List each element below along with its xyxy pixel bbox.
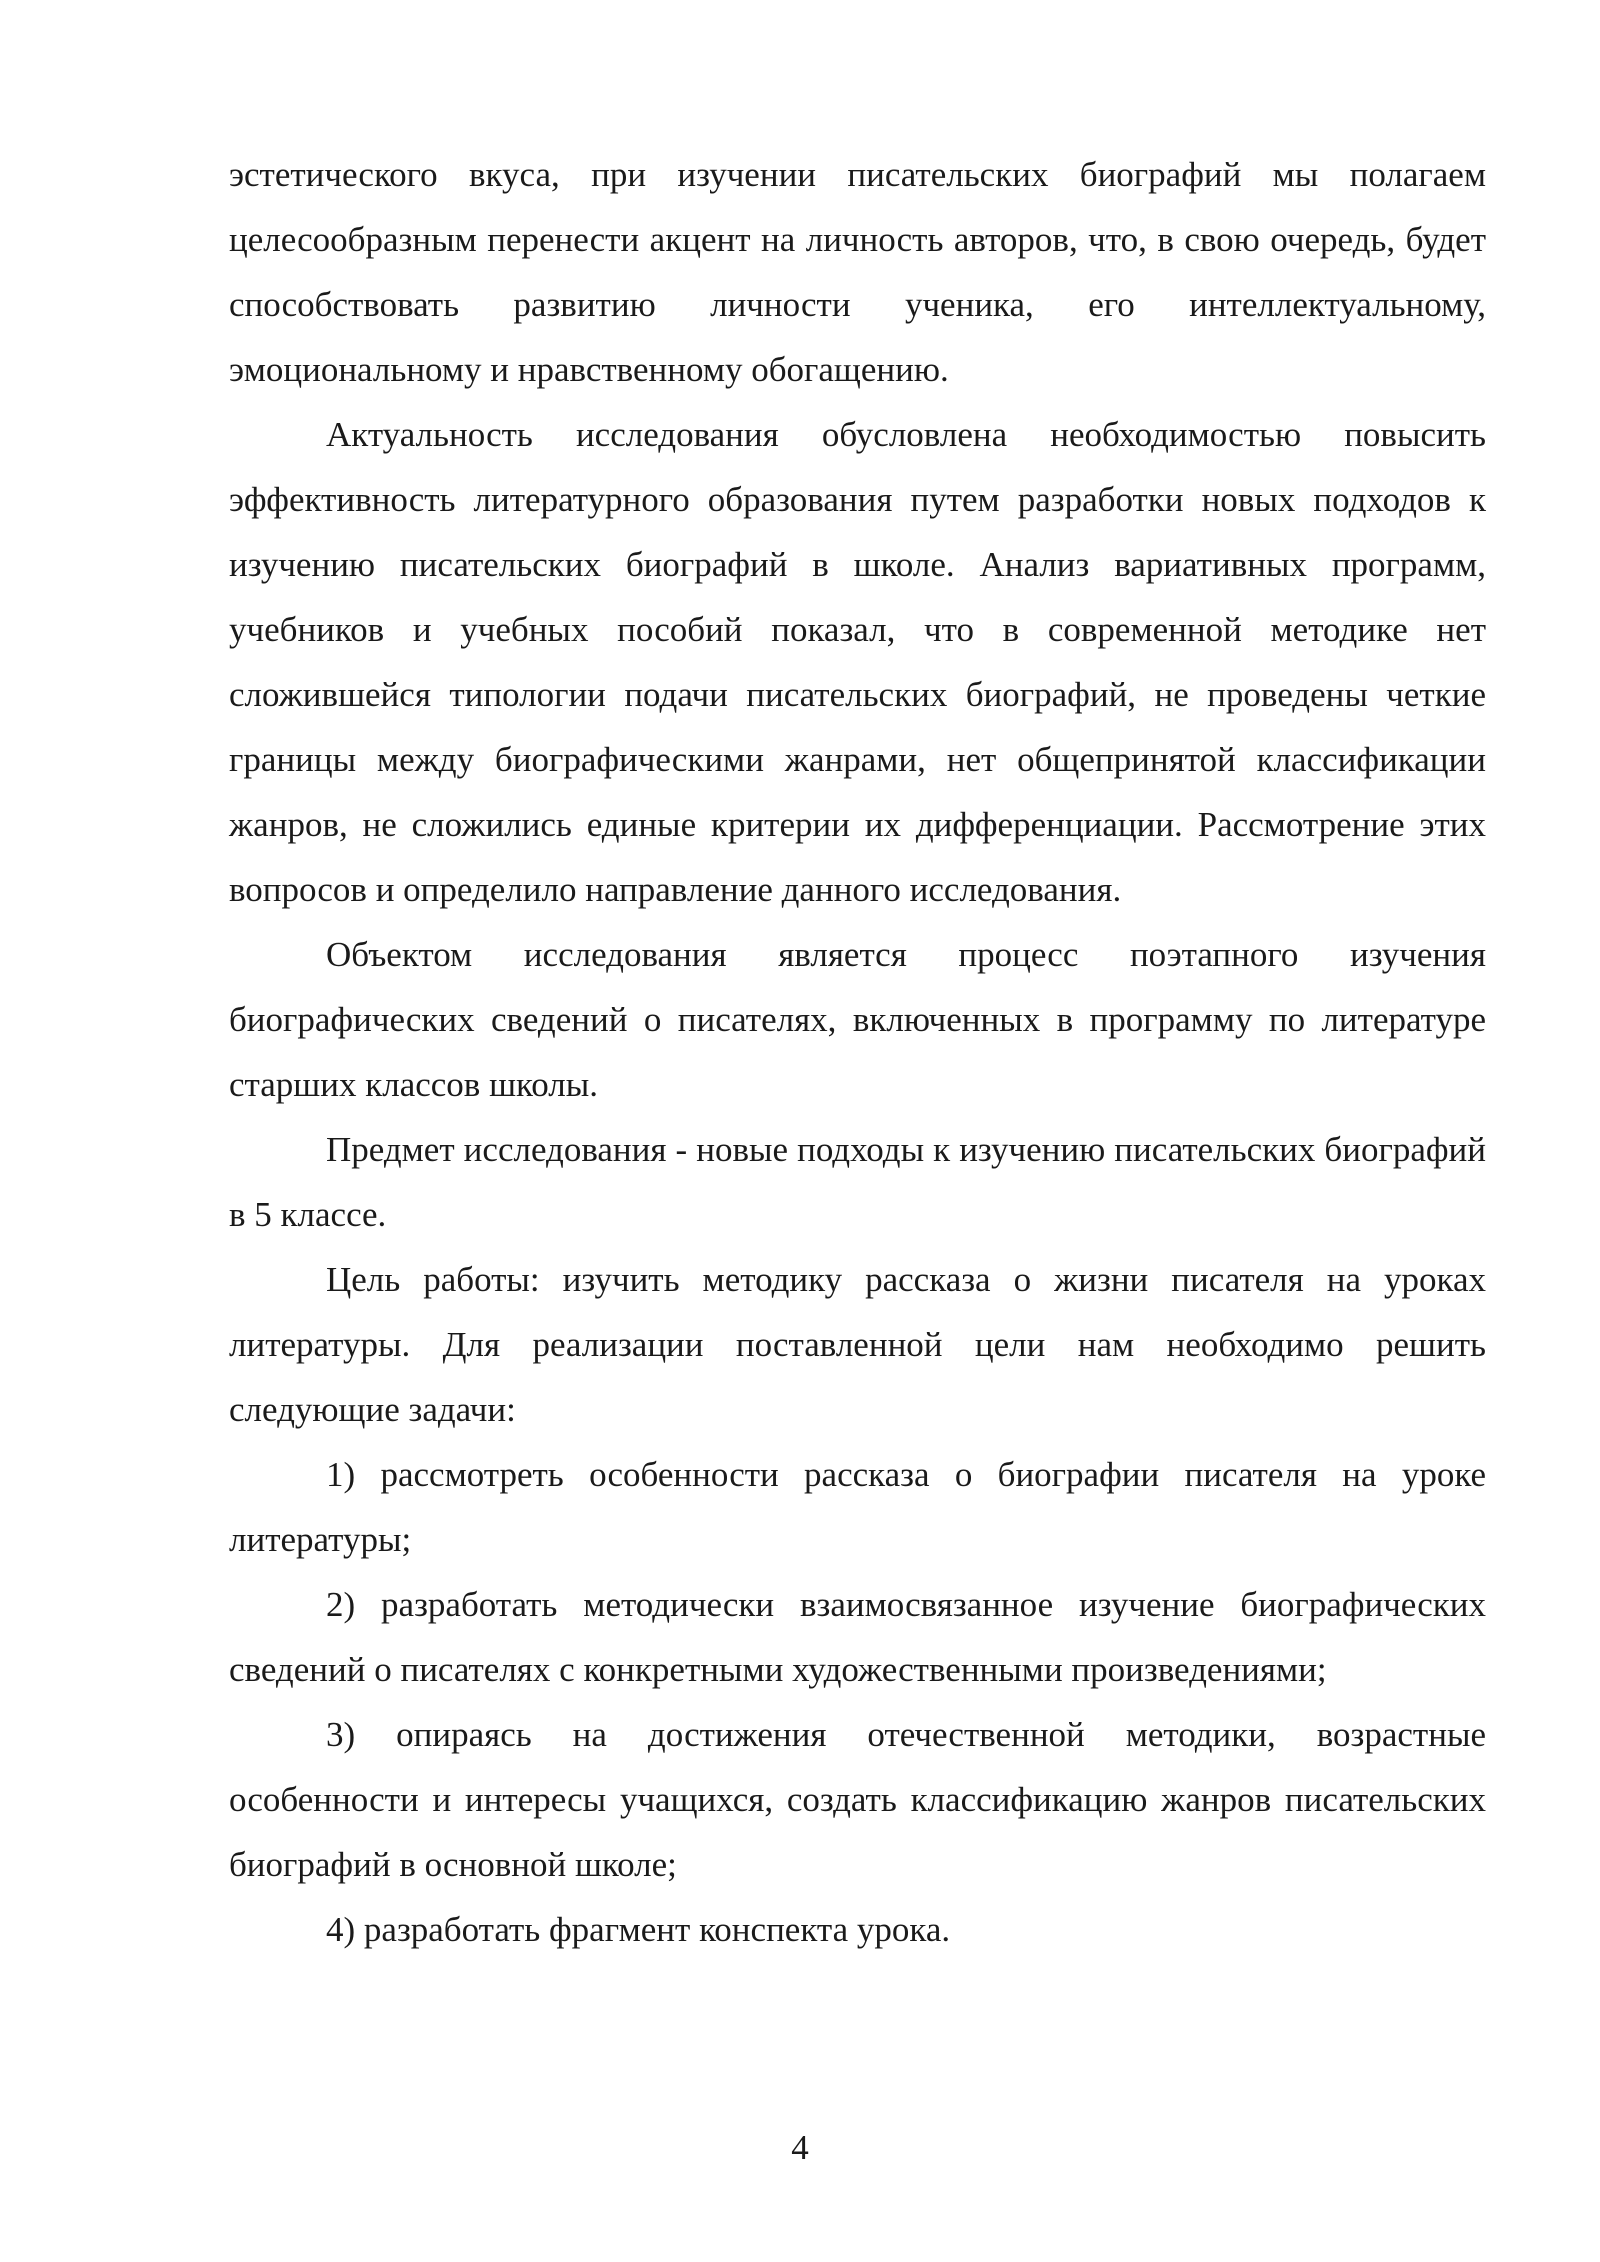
task-item-2: 2) разработать методически взаимосвязанное изучение биографических сведений о писателях с конкретными художественными произведениями; bbox=[229, 1585, 1486, 1689]
paragraph-subject: Предмет исследования - новые подходы к изучению писательских биографий в 5 классе. bbox=[229, 1130, 1486, 1234]
page-number: 4 bbox=[791, 2128, 809, 2167]
task-item-1: 1) рассмотреть особенности рассказа о биографии писателя на уроке литературы; bbox=[229, 1455, 1486, 1559]
paragraph-object: Объектом исследования является процесс поэтапного изучения биографических сведений о писателях, включенных в программу по литературе старших классов школы. bbox=[229, 935, 1486, 1104]
paragraph-continuation: эстетического вкуса, при изучении писательских биографий мы полагаем целесообразным перенести акцент на личность авторов, что, в свою очередь, будет способствовать развитию личности ученика, его интеллектуальному, эмоциональному и нравственному обогащению. bbox=[229, 155, 1486, 389]
task-item-3: 3) опираясь на достижения отечественной методики, возрастные особенности и интересы учащихся, создать классификацию жанров писательских биографий в основной школе; bbox=[229, 1715, 1486, 1884]
paragraph-goal: Цель работы: изучить методику рассказа о жизни писателя на уроках литературы. Для реализации поставленной цели нам необходимо решить следующие задачи: bbox=[229, 1260, 1486, 1429]
paragraph-relevance: Актуальность исследования обусловлена необходимостью повысить эффективность литературного образования путем разработки новых подходов к изучению писательских биографий в школе. Анализ вариативных программ, учебников и учебных пособий показал, что в современной методике нет сложившейся типологии подачи писательских биографий, не проведены четкие границы между биографическими жанрами, нет общепринятой классификации жанров, не сложились единые критерии их дифференциации. Рассмотрение этих вопросов и определило направление данного исследования. bbox=[229, 415, 1486, 909]
document-body bbox=[229, 142, 1486, 1962]
task-item-4: 4) разработать фрагмент конспекта урока. bbox=[326, 1910, 951, 1949]
